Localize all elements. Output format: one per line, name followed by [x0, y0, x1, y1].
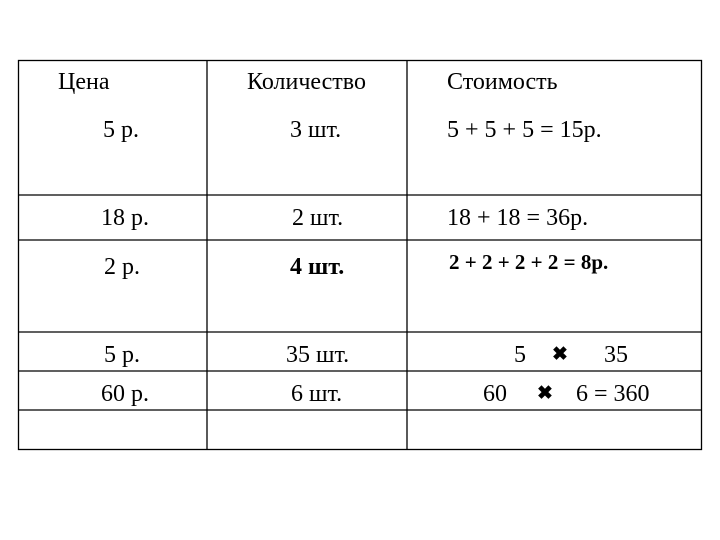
row-4-cost-b: 35	[604, 342, 628, 368]
row-5-price: 60 р.	[101, 381, 149, 407]
row-4-cost-a: 5	[514, 342, 526, 368]
row-1-price: 5 р.	[103, 117, 139, 143]
row-1-cost: 5 + 5 + 5 = 15р.	[447, 117, 602, 143]
header-quantity: Количество	[247, 69, 366, 95]
row-5-quantity: 6 шт.	[291, 381, 343, 407]
row-3-quantity: 4 шт.	[290, 254, 345, 280]
row-5-cost-b: 6 = 360	[576, 381, 650, 407]
row-2-quantity: 2 шт.	[292, 205, 344, 231]
multiplication-cross-icon: ✖	[537, 383, 553, 404]
row-4-price: 5 р.	[104, 342, 140, 368]
row-2-price: 18 р.	[101, 205, 149, 231]
row-5-cost-a: 60	[483, 381, 507, 407]
header-cost: Стоимость	[447, 69, 558, 95]
row-2-cost: 18 + 18 = 36р.	[447, 205, 589, 231]
row-4-quantity: 35 шт.	[286, 342, 350, 368]
row-1-quantity: 3 шт.	[290, 117, 342, 143]
multiplication-cross-icon: ✖	[552, 344, 568, 365]
row-3-price: 2 р.	[104, 254, 140, 280]
header-price: Цена	[58, 69, 110, 95]
row-3-cost: 2 + 2 + 2 + 2 = 8р.	[449, 250, 609, 274]
